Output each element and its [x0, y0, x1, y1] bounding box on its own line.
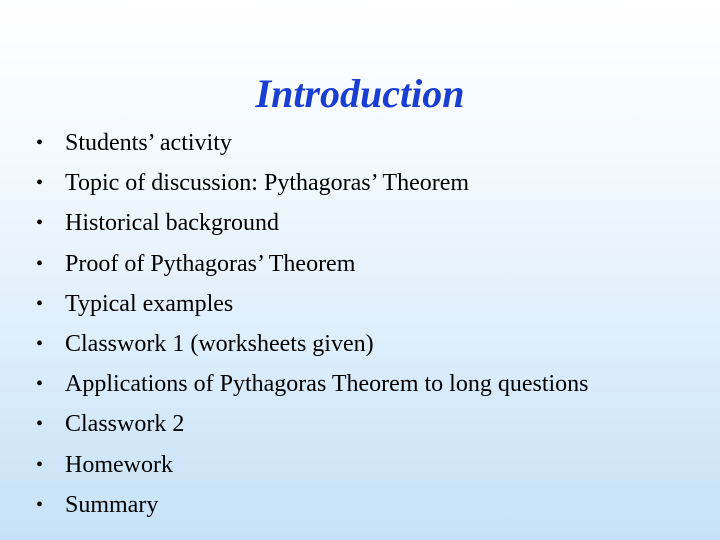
- bullet-text: Classwork 2: [65, 411, 185, 438]
- bullet-item: [36, 203, 706, 243]
- bullet-text: Classwork 1 (worksheets given): [65, 330, 374, 357]
- bullet-icon: •: [36, 332, 44, 355]
- bullet-item: [36, 364, 706, 404]
- slide-title: Introduction: [255, 71, 465, 116]
- bullet-icon: •: [36, 373, 44, 396]
- bullet-text: Proof of Pythagoras’ Theorem: [65, 250, 356, 277]
- bullet-list: [36, 123, 706, 525]
- bullet-icon: •: [36, 453, 44, 476]
- bullet-icon: •: [36, 172, 44, 195]
- bullet-icon: •: [36, 292, 44, 315]
- bullet-item: [36, 284, 706, 324]
- bullet-icon: •: [36, 212, 44, 235]
- bullet-icon: •: [36, 413, 44, 436]
- bullet-text: Typical examples: [65, 290, 234, 317]
- bullet-icon: •: [36, 132, 44, 154]
- bullet-text: Summary: [65, 491, 159, 518]
- bullet-text: Topic of discussion: Pythagoras’ Theorem: [65, 170, 470, 197]
- bullet-item: [36, 123, 706, 163]
- bullet-item: [36, 324, 706, 364]
- bullet-text: Homework: [65, 451, 173, 478]
- bullet-text: Students’ activity: [65, 130, 232, 156]
- bullet-item: [36, 404, 706, 444]
- bullet-item: [36, 244, 706, 284]
- bullet-text: Historical background: [65, 210, 279, 237]
- bullet-item: [36, 485, 706, 525]
- bullet-icon: •: [36, 252, 44, 275]
- bullet-text: Applications of Pythagoras Theorem to long questions: [65, 371, 589, 398]
- bullet-item: [36, 163, 706, 203]
- bullet-item: [36, 445, 706, 485]
- bullet-icon: •: [36, 493, 44, 516]
